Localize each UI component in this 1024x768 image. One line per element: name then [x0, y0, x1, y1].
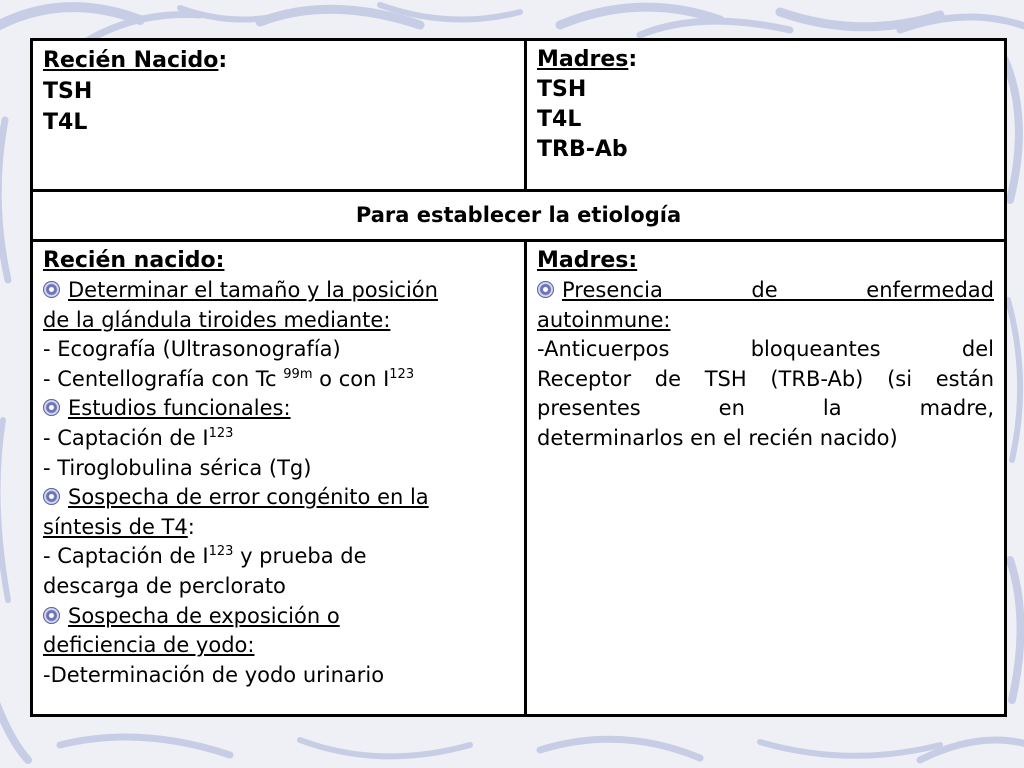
swirl-bullet-icon: [537, 281, 554, 298]
newborn-heading: Recién Nacido:: [43, 48, 228, 73]
list-item: -Anticuerpos bloqueantes del: [537, 337, 994, 362]
cell-newborn-tests: [33, 41, 527, 189]
list-item: síntesis de T4:: [43, 514, 195, 539]
mother-test-item: TRB-Ab: [537, 137, 628, 162]
list-item: - Tiroglobulina sérica (Tg): [43, 455, 312, 480]
swirl-bullet-icon: [43, 399, 60, 416]
list-item: Sospecha de exposición o: [43, 602, 514, 632]
cell-newborn-studies: [33, 242, 527, 714]
newborn-test-item: T4L: [43, 110, 88, 135]
list-item: -Determinación de yodo urinario: [43, 662, 385, 687]
swirl-bullet-icon: [43, 488, 60, 505]
mother-heading: Madres:: [537, 47, 638, 72]
list-item: - Centellografía con Tc $^{99m}$ o con $I^{123}$: [43, 366, 415, 391]
list-item: descarga de perclorato: [43, 573, 286, 598]
mother-test-item: T4L: [537, 107, 582, 132]
list-item: determinarlos en el recién nacido): [537, 425, 898, 450]
list-item: Sospecha de error congénito en la: [43, 483, 514, 513]
cell-etiology-title: [33, 189, 1004, 242]
etiology-table: [30, 38, 1007, 717]
cell-mother-studies: [527, 242, 1004, 714]
etiology-title: Para establecer la etiología: [355, 203, 682, 227]
cell-mother-tests: [527, 41, 1004, 189]
list-item: presentes en la madre,: [537, 396, 994, 421]
newborn-studies-heading: Recién nacido:: [43, 248, 225, 273]
list-item: Receptor de TSH (TRB-Ab) (si están: [537, 366, 994, 391]
swirl-bullet-icon: [43, 281, 60, 298]
mother-studies-heading: Madres:: [537, 248, 638, 273]
mother-test-item: TSH: [537, 77, 587, 102]
list-item: Determinar el tamaño y la posición: [43, 276, 514, 306]
list-item: - Captación de $I^{123}$ y prueba de: [43, 544, 367, 569]
list-item: de la glándula tiroides mediante:: [43, 307, 391, 332]
swirl-bullet-icon: [43, 607, 60, 624]
list-item: Estudios funcionales:: [43, 394, 514, 424]
list-item: Presencia de enfermedad: [537, 276, 994, 306]
list-item: deficiencia de yodo:: [43, 633, 255, 658]
list-item: - Captación de $I^{123}$: [43, 425, 234, 450]
newborn-test-item: TSH: [43, 79, 93, 104]
list-item: autoinmune:: [537, 307, 671, 332]
list-item: - Ecografía (Ultrasonografía): [43, 337, 341, 362]
